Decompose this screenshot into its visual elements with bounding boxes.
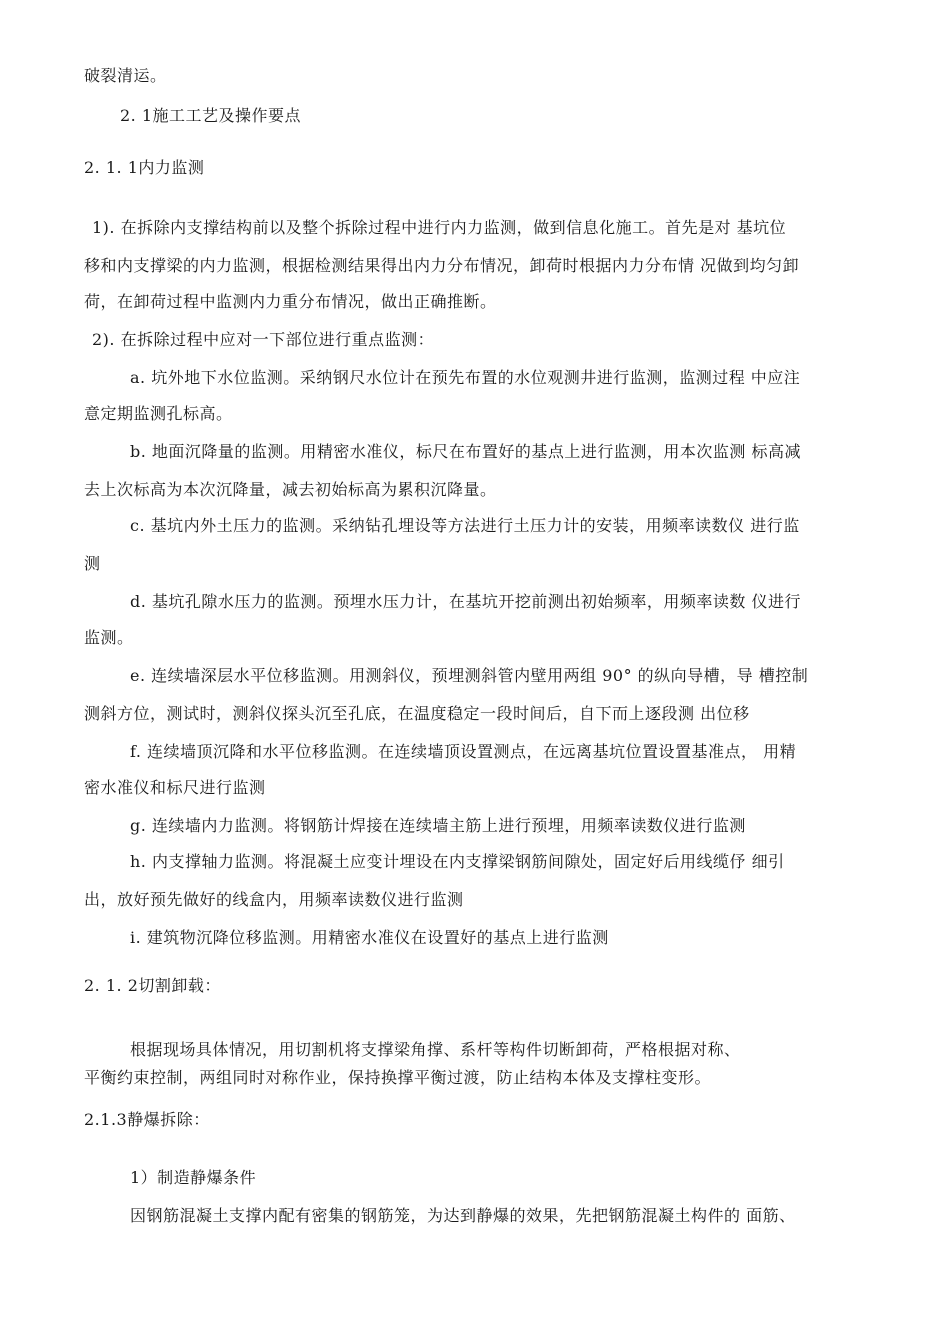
text-line: 1). 在拆除内支撑结构前以及整个拆除过程中进行内力监测，做到信息化施工。首先是对 基坑位 [92,218,787,237]
subsection-heading: 2.1.3静爆拆除： [84,1110,210,1129]
text-line: d. 基坑孔隙水压力的监测。预埋水压力计，在基坑开挖前测出初始频率，用频率读数 仪进行 [130,592,802,611]
text-line: 荷，在卸荷过程中监测内力重分布情况，做出正确推断。 [84,292,497,311]
text-line: 移和内支撑梁的内力监测，根据检测结果得出内力分布情况，卸荷时根据内力分布情 况做到均匀卸 [84,256,800,275]
text-line: 监测。 [84,628,134,647]
text-line: b. 地面沉降量的监测。用精密水准仪，标尺在布置好的基点上进行监测，用本次监测 标高减 [130,442,802,461]
text-line: h. 内支撑轴力监测。将混凝土应变计埋设在内支撑梁钢筋间隙处，固定好后用线缆伃 细引 [130,852,785,871]
text-line: g. 连续墙内力监测。将钢筋计焊接在连续墙主筋上进行预埋，用频率读数仪进行监测 [130,816,746,835]
text-line: e. 连续墙深层水平位移监测。用测斜仪，预埋测斜管内壁用两组 90° 的纵向导槽，导 槽控制 [130,666,809,685]
text-line: 平衡约束控制，两组同时对称作业，保持换撑平衡过渡，防止结构本体及支撑柱变形。 [84,1068,712,1087]
text-line: 测 [84,554,101,573]
subsection-heading: 2. 1. 2切割卸载： [84,976,221,995]
text-line: 1）制造静爆条件 [130,1168,257,1187]
text-line: 2). 在拆除过程中应对一下部位进行重点监测： [92,330,435,349]
text-line: i. 建筑物沉降位移监测。用精密水准仪在设置好的基点上进行监测 [130,928,609,947]
text-line: 去上次标高为本次沉降量，减去初始标高为累积沉降量。 [84,480,497,499]
text-line: 密水准仪和标尺进行监测 [84,778,266,797]
text-line: 测斜方位，测试时，测斜仪探头沉至孔底，在温度稳定一段时间后，自下而上逐段测 出位移 [84,704,750,723]
text-line: 因钢筋混凝土支撑内配有密集的钢筋笼，为达到静爆的效果，先把钢筋混凝土构件的 面筋、 [130,1206,796,1225]
subsection-heading: 2. 1. 1内力监测 [84,158,205,177]
text-line: 意定期监测孔标高。 [84,404,233,423]
text-line: c. 基坑内外土压力的监测。采纳钻孔埋设等方法进行土压力计的安装，用频率读数仪 进行监 [130,516,800,535]
section-heading: 2. 1施工工艺及操作要点 [120,106,302,125]
text-line: 破裂清运。 [84,66,167,85]
text-line: a. 坑外地下水位监测。采纳钢尺水位计在预先布置的水位观测井进行监测，监测过程 中应注 [130,368,801,387]
text-line: 根据现场具体情况，用切割机将支撑梁角撑、系杆等构件切断卸荷，严格根据对称、 [130,1040,741,1059]
text-line: f. 连续墙顶沉降和水平位移监测。在连续墙顶设置测点，在远离基坑位置设置基准点， 用精 [130,742,797,761]
text-line: 出，放好预先做好的线盒内，用频率读数仪进行监测 [84,890,464,909]
